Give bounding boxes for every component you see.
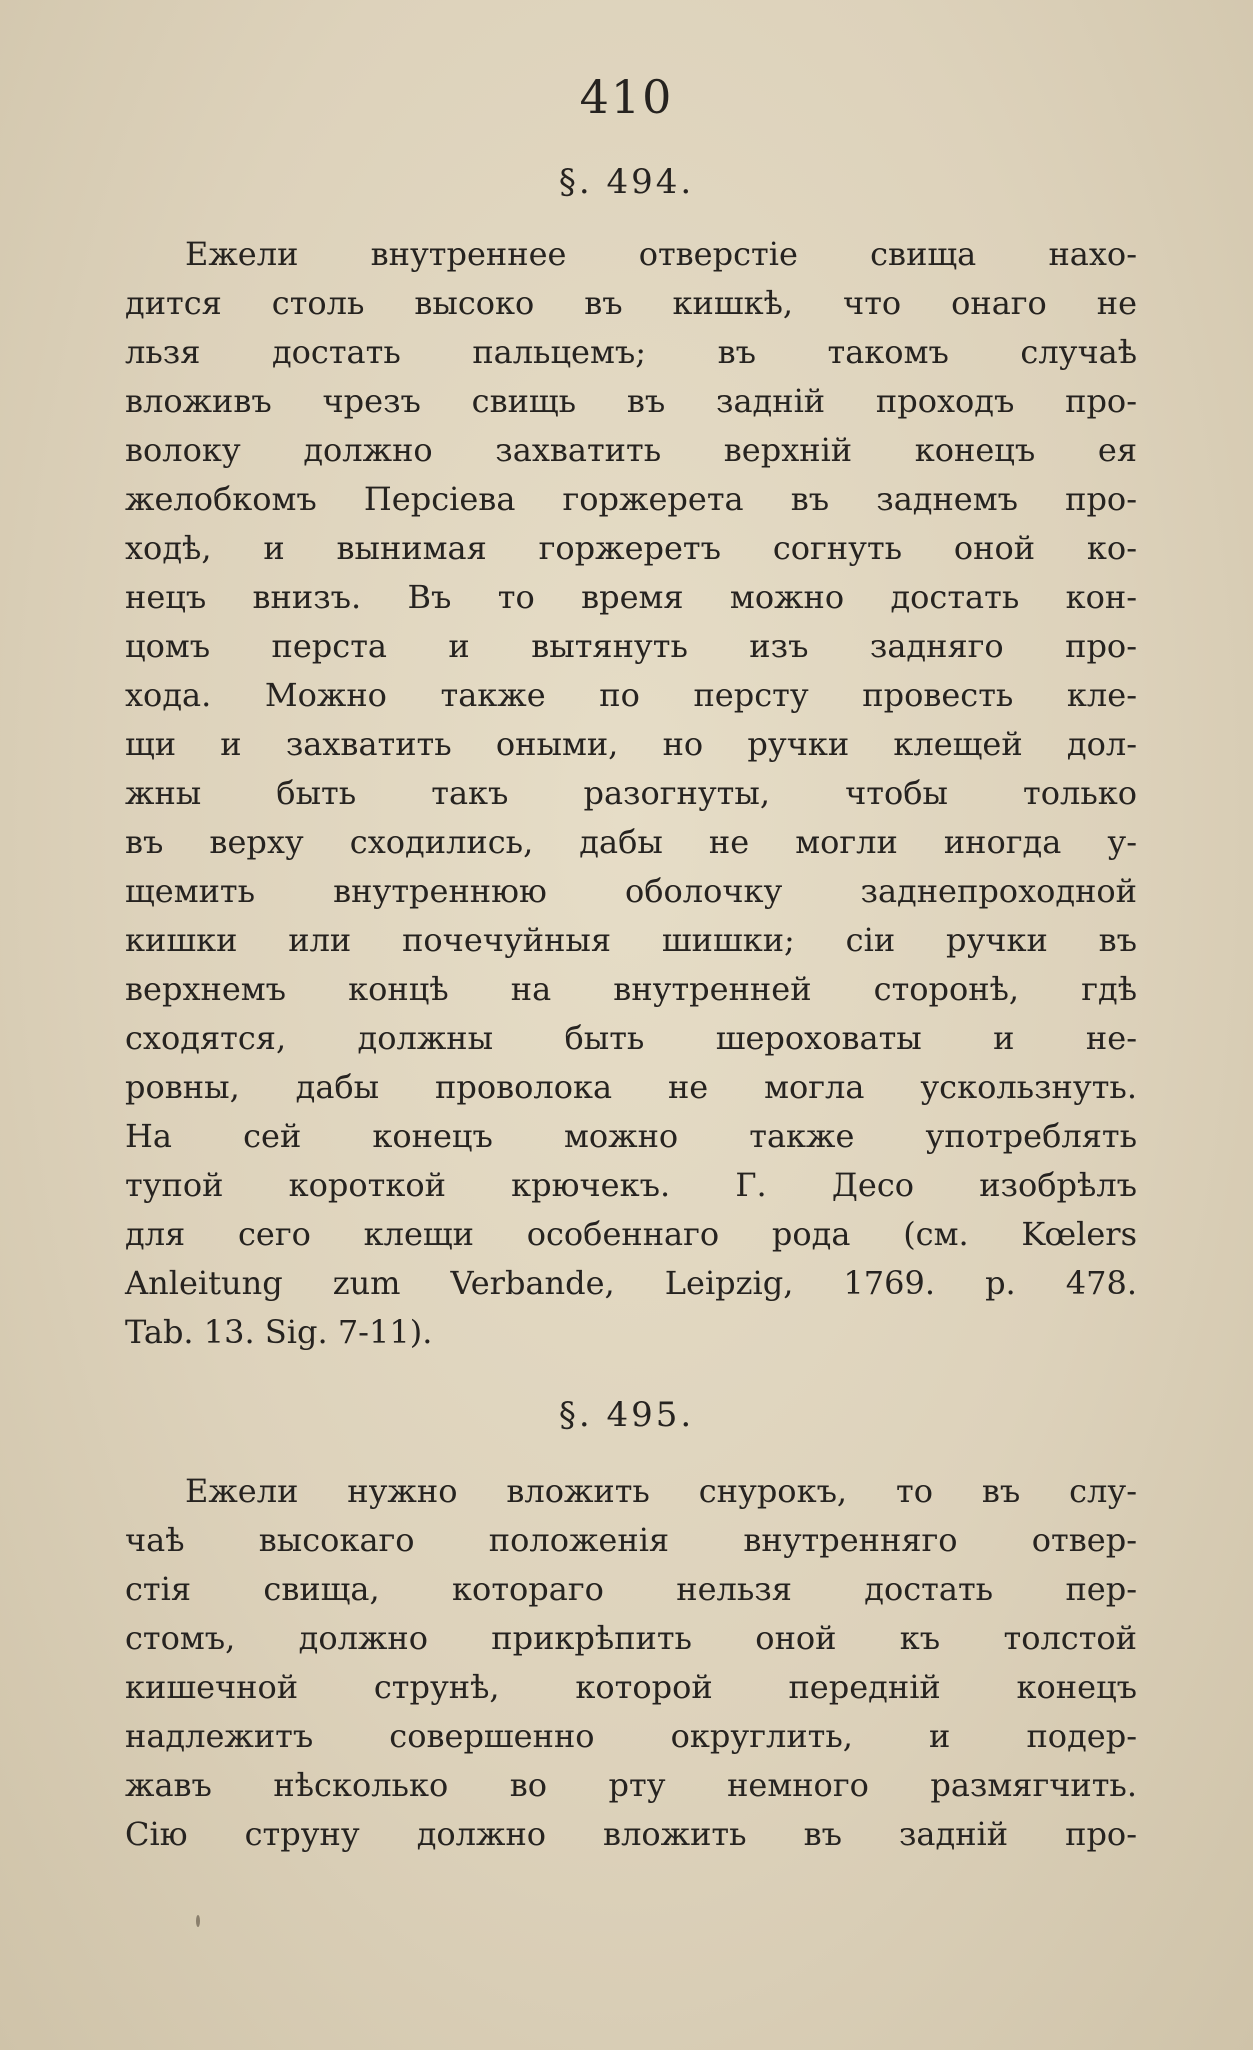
text-line: верхнемъ концѣ на внутренней сторонѣ, гдѣ: [125, 970, 1137, 1008]
text-line: щи и захватить оными, но ручки клещей дол-: [125, 725, 1137, 763]
text-line: въ верху сходились, дабы не могли иногда у-: [125, 823, 1137, 861]
text-line: цомъ перста и вытянуть изъ задняго про-: [125, 627, 1137, 665]
text-line: Сію струну должно вложить въ задній про-: [125, 1815, 1137, 1853]
text-line: жавъ нѣсколько во рту немного размягчить.: [125, 1766, 1137, 1804]
text-line: волоку должно захватить верхній конецъ ея: [125, 431, 1137, 469]
text-line: кишки или почечуйныя шишки; сіи ручки въ: [125, 921, 1137, 959]
text-line: вложивъ чрезъ свищь въ задній проходъ про-: [125, 382, 1137, 420]
page-number: 410: [579, 70, 674, 124]
text-line: хода. Можно также по персту провесть кле-: [125, 676, 1137, 714]
text-line: Ежели нужно вложить снурокъ, то въ слу-: [185, 1472, 1137, 1510]
text-line: кишечной струнѣ, которой передній конецъ: [125, 1668, 1137, 1706]
text-line: нецъ внизъ. Въ то время можно достать кон-: [125, 578, 1137, 616]
text-line: стомъ, должно прикрѣпить оной къ толстой: [125, 1619, 1137, 1657]
text-line: льзя достать пальцемъ; въ такомъ случаѣ: [125, 333, 1137, 371]
text-line: стія свища, котораго нельзя достать пер-: [125, 1570, 1137, 1608]
text-line: чаѣ высокаго положенія внутренняго отвер-: [125, 1521, 1137, 1559]
text-line: дится столь высоко въ кишкѣ, что онаго не: [125, 284, 1137, 322]
paragraph: [125, 230, 1137, 1357]
section-heading: §. 495.: [558, 1395, 695, 1435]
text-line: ходѣ, и вынимая горжеретъ согнуть оной ко-: [125, 529, 1137, 567]
text-line: На сей конецъ можно также употреблять: [125, 1117, 1137, 1155]
text-line: тупой короткой крючекъ. Г. Десо изобрѣлъ: [125, 1166, 1137, 1204]
section-heading: §. 494.: [558, 162, 695, 202]
text-line: надлежитъ совершенно округлить, и подер-: [125, 1717, 1137, 1755]
text-line: Tab. 13. Sig. 7-11).: [125, 1313, 433, 1351]
text-line: желобкомъ Персіева горжерета въ заднемъ про-: [125, 480, 1137, 518]
text-line: для сего клещи особеннаго рода (см. Kœlers: [125, 1215, 1137, 1253]
text-line: Ежели внутреннее отверстіе свища нахо-: [185, 235, 1137, 273]
text-line: ровны, дабы проволока не могла ускользнуть.: [125, 1068, 1137, 1106]
paper-speck: [196, 1915, 200, 1927]
text-line: жны быть такъ разогнуты, чтобы только: [125, 774, 1137, 812]
paragraph: [125, 1467, 1137, 1859]
text-line: сходятся, должны быть шероховаты и не-: [125, 1019, 1137, 1057]
text-line: щемить внутреннюю оболочку заднепроходной: [125, 872, 1137, 910]
text-line: Anleitung zum Verbande, Leipzig, 1769. p. 478.: [125, 1264, 1137, 1302]
